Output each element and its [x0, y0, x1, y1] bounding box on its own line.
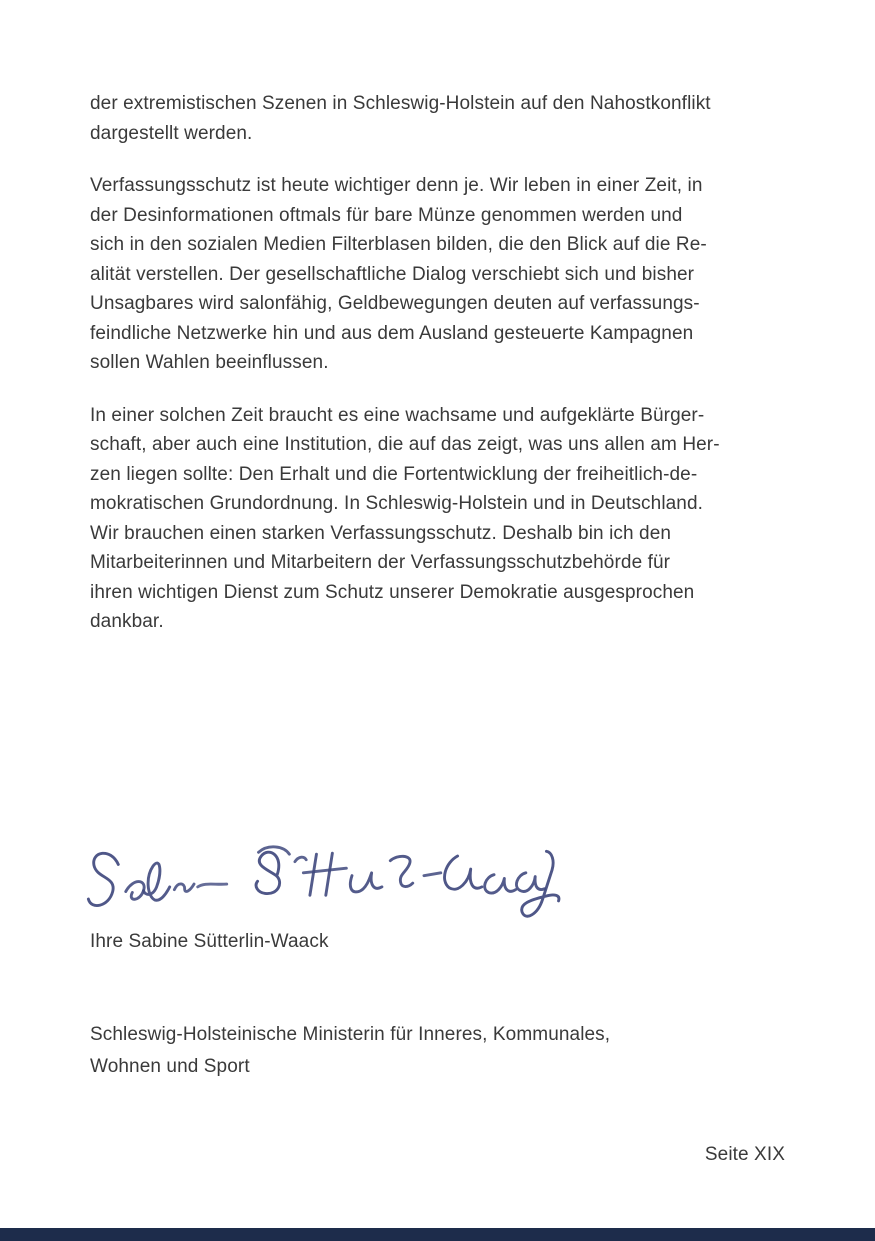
text-line: Verfassungsschutz ist heute wichtiger denn je. Wir leben in einer Zeit, in [90, 175, 703, 196]
text-line: feindliche Netzwerke hin und aus dem Ausland gesteuerte Kampagnen [90, 322, 694, 344]
body-text [90, 89, 795, 660]
paragraph [90, 401, 795, 637]
text-line: schaft, aber auch eine Institution, die auf das zeigt, was uns allen am Her- [90, 434, 720, 455]
minister-role [90, 1019, 610, 1083]
role-line: Schleswig-Holsteinische Ministerin für Inneres, Kommunales, [90, 1024, 611, 1045]
paragraph [90, 89, 795, 148]
text-line: sollen Wahlen beeinflussen. [90, 352, 329, 373]
text-line: der Desinformationen oftmals für bare Münze genommen werden und [90, 204, 683, 226]
page-number: Seite XIX [704, 1144, 785, 1165]
text-line: Unsagbares wird salonfähig, Geldbewegungen deuten auf verfassungs- [90, 293, 700, 314]
text-line: zen liegen sollte: Den Erhalt und die Fortentwicklung der freiheitlich-de- [90, 463, 698, 485]
text-line: In einer solchen Zeit braucht es eine wachsame und aufgeklärte Bürger- [90, 404, 705, 426]
paragraph [90, 171, 795, 378]
text-line: der extremistischen Szenen in Schleswig-Holstein auf den Nahostkonflikt [90, 93, 711, 114]
signer-name: Ihre Sabine Sütterlin-Waack [90, 931, 329, 952]
text-line: Mitarbeiterinnen und Mitarbeitern der Verfassungsschutzbehörde für [90, 552, 671, 573]
text-line: dankbar. [90, 611, 164, 632]
role-line: Wohnen und Sport [90, 1056, 250, 1077]
text-line: sich in den sozialen Medien Filterblasen bilden, die den Blick auf die Re- [90, 234, 707, 255]
signature-image [84, 842, 562, 928]
text-line: Wir brauchen einen starken Verfassungsschutz. Deshalb bin ich den [90, 522, 672, 544]
footer-bar [0, 1228, 875, 1241]
text-line: ihren wichtigen Dienst zum Schutz unserer Demokratie ausgesprochen [90, 581, 695, 603]
text-line: alität verstellen. Der gesellschaftliche Dialog verschiebt sich und bisher [90, 263, 695, 285]
text-line: dargestellt werden. [90, 122, 253, 144]
signature-strokes [84, 842, 562, 928]
text-line: mokratischen Grundordnung. In Schleswig-Holstein und in Deutschland. [90, 493, 704, 514]
